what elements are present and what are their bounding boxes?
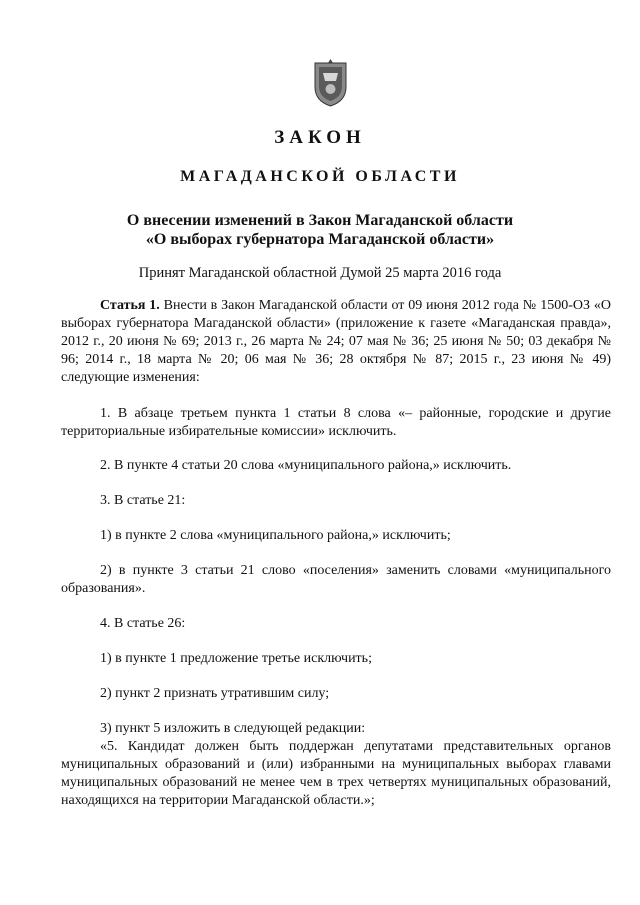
article-label: Статья 1. [100,298,160,313]
item-3-1: 1) в пункте 2 слова «муниципального района,» исключить; [100,528,451,543]
item-4-1: 1) в пункте 1 предложение третье исключить; [100,651,372,666]
item-4-3: 3) пункт 5 изложить в следующей редакции: [100,721,366,736]
document-subject [0,211,640,249]
item-3: 3. В статье 21: [100,493,186,508]
item-2: 2. В пункте 4 статьи 20 слова «муниципального района,» исключить. [100,458,512,473]
subject-line-1: О внесении изменений в Закон Магаданской области [126,212,514,229]
item-4: 4. В статье 26: [100,616,186,631]
item-3-2: 2) в пункте 3 статьи 21 слово «поселения» заменить словами «муниципального образования». [61,563,611,596]
document-region: МАГАДАНСКОЙ ОБЛАСТИ [180,168,460,185]
subject-line-2: «О выборах губернатора Магаданской области» [145,231,495,248]
document-body [61,297,611,810]
document-title: ЗАКОН [274,127,366,148]
item-4-2: 2) пункт 2 признать утратившим силу; [100,686,330,701]
item-4-3-quote: «5. Кандидат должен быть поддержан депутатами представительных органов муниципальных образований и (или) избранными на муниципальных выборах главами муниципальных образований не менее чем в трех четвертях муниципальных образований, находящихся на территории Магаданской области.»; [61,739,611,808]
article-1-paragraph [61,297,611,387]
coat-of-arms-icon [313,59,348,107]
adoption-note: Принят Магаданской областной Думой 25 марта 2016 года [138,265,502,281]
item-1: 1. В абзаце третьем пункта 1 статьи 8 слова «– районные, городские и другие территориальные избирательные комиссии» исключить. [61,406,611,439]
article-intro: Внести в Закон Магаданской области от 09 июня 2012 года № 1500-ОЗ «О выборах губернатора Магаданской области» (приложение к газете «Магаданская правда», 2012 г., 20 июня № 69; 2013 г., 26 марта № 24; 07 мая № 36; 25 июня № 50; 03 декабря № 96; 2014 г., 18 марта № 20; 06 мая № 36; 28 октября № 87; 2015 г., 23 июня № 49) следующие изменения: [61,298,611,385]
